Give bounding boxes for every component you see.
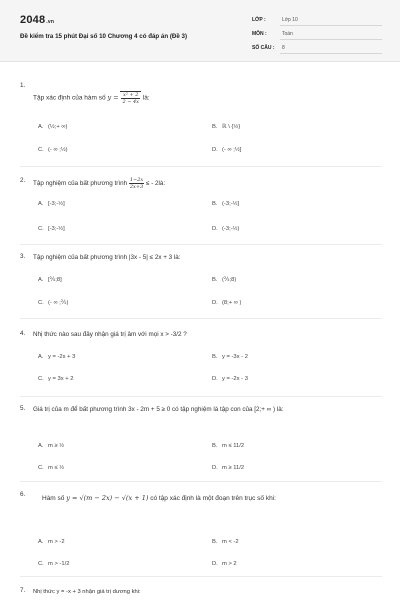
question-divider	[20, 318, 382, 319]
option-3b[interactable]	[212, 277, 236, 283]
option-text: m > 2	[222, 561, 237, 567]
option-text: [⅖;8]	[48, 277, 62, 283]
option-2a[interactable]	[38, 201, 65, 207]
question-divider	[20, 576, 382, 577]
option-5a[interactable]	[38, 443, 64, 449]
question-divider	[20, 481, 382, 482]
meta-count-value: 8	[282, 45, 285, 51]
fraction-numerator: 1−2x	[129, 177, 144, 183]
meta-subject	[252, 30, 382, 40]
meta-divider	[280, 53, 382, 54]
option-label: A.	[38, 201, 44, 207]
sqrt-expression	[120, 91, 141, 105]
option-label: B.	[212, 124, 218, 130]
option-text: (- ∞ ;½)	[48, 147, 68, 153]
option-4b[interactable]	[212, 354, 248, 360]
option-text: m ≤ ½	[48, 465, 65, 471]
option-text: (8;+ ∞ )	[222, 300, 242, 306]
option-text: (- ∞ ;⅖)	[48, 300, 69, 306]
option-4a[interactable]	[38, 354, 75, 360]
option-label: B.	[212, 277, 218, 283]
math-expression: y =	[107, 93, 119, 102]
option-label: C.	[38, 561, 44, 567]
option-text: [-3;-½]	[48, 226, 65, 232]
question-text	[33, 91, 382, 105]
option-3d[interactable]	[212, 300, 241, 306]
meta-class-value: Lớp 10	[282, 17, 298, 23]
option-text: m ≥ ½	[48, 443, 65, 449]
option-label: C.	[38, 465, 44, 471]
option-label: D.	[212, 376, 218, 382]
option-label: C.	[38, 147, 44, 153]
meta-count-key: SỐ CÂU :	[252, 45, 275, 51]
question-text-part: Hàm số	[42, 495, 67, 502]
option-text: y = -3x - 2	[222, 354, 248, 360]
question-3	[20, 253, 382, 313]
option-1d[interactable]	[212, 147, 241, 153]
option-3c[interactable]	[38, 300, 68, 306]
question-number: 4.	[20, 330, 26, 337]
option-1c[interactable]	[38, 147, 68, 153]
option-text: ℝ \ {½}	[222, 124, 241, 130]
question-2	[20, 177, 382, 237]
option-text: (-3;-½]	[222, 201, 240, 207]
option-text: (-3;-½)	[222, 226, 240, 232]
option-text: m > -2	[48, 539, 65, 545]
option-5c[interactable]	[38, 465, 64, 471]
question-divider	[20, 396, 382, 397]
meta-divider	[280, 25, 382, 26]
option-label: B.	[212, 443, 218, 449]
option-label: A.	[38, 124, 44, 130]
option-text: [-3;-½]	[48, 201, 65, 207]
option-5d[interactable]	[212, 465, 244, 471]
question-text-part: Tập xác định của hàm số	[33, 94, 108, 102]
option-2c[interactable]	[38, 226, 65, 232]
question-text-part: là:	[142, 94, 150, 102]
option-label: A.	[38, 539, 44, 545]
option-text: (- ∞ ;½]	[222, 147, 242, 153]
meta-subject-value: Toán	[282, 31, 293, 37]
option-label: D.	[212, 300, 218, 306]
fraction-denominator: 2x+3	[129, 184, 144, 190]
option-4c[interactable]	[38, 376, 73, 382]
option-text: y = 3x + 2	[48, 376, 74, 382]
option-text: (⅖;8)	[222, 277, 237, 283]
meta-count	[252, 44, 382, 54]
option-text: y = -2x + 3	[48, 354, 76, 360]
option-text: (½;+ ∞)	[48, 124, 68, 130]
question-text-part: có tập xác định là một đoạn trên trục số khi:	[148, 495, 276, 502]
question-4	[20, 330, 382, 390]
question-6	[20, 491, 382, 561]
meta-divider	[280, 39, 382, 40]
option-6b[interactable]	[212, 539, 239, 545]
site-logo[interactable]	[20, 14, 54, 26]
exam-header	[0, 0, 400, 62]
option-label: C.	[38, 300, 44, 306]
option-label: C.	[38, 376, 44, 382]
option-label: A.	[38, 443, 44, 449]
option-label: D.	[212, 226, 218, 232]
option-6d[interactable]	[212, 561, 237, 567]
question-text	[42, 493, 391, 504]
option-label: A.	[38, 277, 44, 283]
question-text: Nhị thức nào sau đây nhận giá trị âm với mọi x > -3/2 ?	[33, 331, 187, 338]
option-label: A.	[38, 354, 44, 360]
question-number: 1.	[20, 82, 26, 89]
option-1a[interactable]	[38, 124, 67, 130]
question-5	[20, 405, 382, 475]
option-text: m ≥ 11/2	[222, 465, 245, 471]
option-label: D.	[212, 465, 218, 471]
option-text: m ≤ 11/2	[222, 443, 245, 449]
question-text-part: ≤ - 2là:	[144, 180, 166, 188]
option-text: m < -2	[222, 539, 239, 545]
question-number: 7.	[20, 587, 26, 594]
logo-suffix: .vn	[46, 19, 55, 25]
question-number: 3.	[20, 253, 26, 260]
question-text-part: Tập nghiệm của bất phương trình	[33, 180, 129, 188]
meta-subject-key: MÔN :	[252, 31, 267, 37]
option-label: B.	[212, 201, 218, 207]
option-6a[interactable]	[38, 539, 65, 545]
question-number: 2.	[20, 177, 26, 184]
question-divider	[20, 166, 382, 167]
exam-title: Đề kiểm tra 15 phút Đại số 10 Chương 4 có đáp án (Đề 3)	[20, 33, 188, 40]
question-number: 6.	[20, 491, 26, 498]
option-1b[interactable]	[212, 124, 240, 130]
question-number: 5.	[20, 405, 26, 412]
option-label: B.	[212, 354, 218, 360]
question-1	[20, 82, 382, 172]
fraction-denominator: 2 − 4x	[122, 99, 139, 105]
question-divider	[20, 244, 382, 245]
option-text: m > -1/2	[48, 561, 70, 567]
option-text: y = -2x - 3	[222, 376, 248, 382]
math-expression: y = √(m − 2x) − √(x + 1)	[66, 494, 149, 502]
fraction	[129, 177, 144, 190]
question-text: Nhị thức y = -x + 3 nhận giá trị dương khi:	[33, 589, 141, 595]
option-2d[interactable]	[212, 226, 239, 232]
option-2b[interactable]	[212, 201, 239, 207]
meta-class-key: LỚP :	[252, 17, 266, 23]
option-5b[interactable]	[212, 443, 244, 449]
option-label: C.	[38, 226, 44, 232]
question-text	[33, 177, 382, 190]
logo-text: 2048	[20, 14, 46, 26]
option-label: B.	[212, 539, 218, 545]
option-4d[interactable]	[212, 376, 248, 382]
question-text: Tập nghiệm của bất phương trình |3x - 5| ≤ 2x + 3 là:	[33, 254, 181, 261]
question-text: Giá trị của m để bất phương trình 3x - 2m + 5 ≥ 0 có tập nghiệm là tập con của [2;+ ∞ ) là:	[33, 406, 284, 413]
option-3a[interactable]	[38, 277, 62, 283]
option-6c[interactable]	[38, 561, 69, 567]
option-label: D.	[212, 147, 218, 153]
question-7	[20, 587, 382, 599]
fraction-numerator: x² + 2	[123, 92, 139, 98]
option-label: D.	[212, 561, 218, 567]
meta-class	[252, 16, 382, 26]
